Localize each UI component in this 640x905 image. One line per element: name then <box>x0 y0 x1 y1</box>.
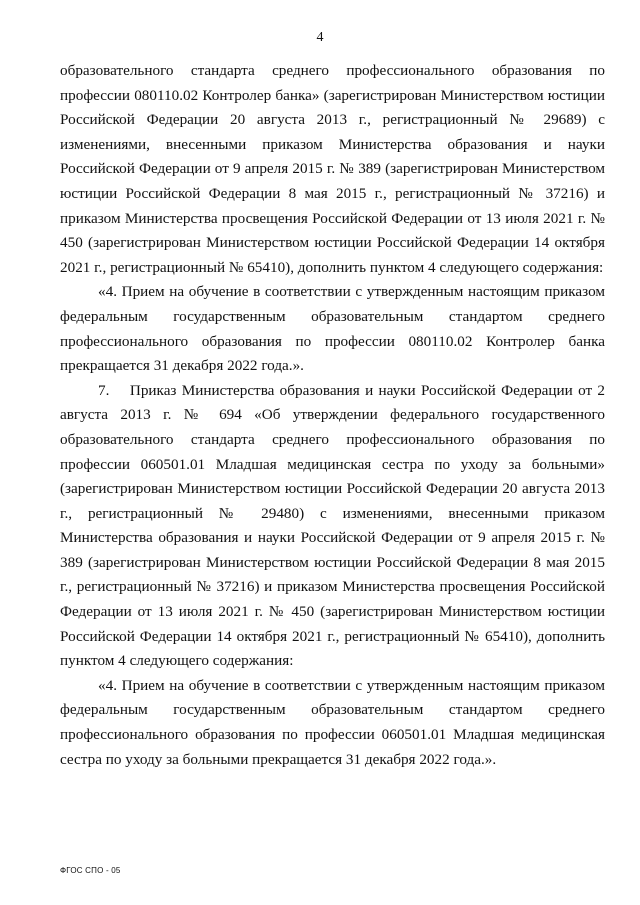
paragraph-continuation: образовательного стандарта среднего профессионального образования по профессии 080110.02 Контролер банка» (зарегистрирован Министерством юстиции Российской Федерации 20 августа 2013 г., регистрационный № 29689) с изменениями, внесенными приказом Министерства образования и науки Российской Федерации от 9 апреля 2015 г. № 389 (зарегистрирован Министерством юстиции Российской Федерации 8 мая 2015 г., регистрационный № 37216) и приказом Министерства просвещения Российской Федерации от 13 июля 2021 г. № 450 (зарегистрирован Министерством юстиции Российской Федерации 14 октября 2021 г., регистрационный № 65410), дополнить пунктом 4 следующего содержания: <box>60 62 605 276</box>
paragraph-quote-item-4-nurse: «4. Прием на обучение в соответствии с утвержденным настоящим приказом федеральным государственным образовательным стандартом среднего профессионального образования по профессии 060501.01 Младшая медицинская сестра по уходу за больными прекращается 31 декабря 2022 года.». <box>60 676 605 768</box>
paragraph-quote-item-4-bank: «4. Прием на обучение в соответствии с утвержденным настоящим приказом федеральным государственным образовательным стандартом среднего профессионального образования по профессии 080110.02 Контролер банка прекращается 31 декабря 2022 года.». <box>60 283 605 375</box>
footer-code: ФГОС СПО - 05 <box>60 866 121 875</box>
paragraph-item-7: 7. Приказ Министерства образования и науки Российской Федерации от 2 августа 2013 г. № 694 «Об утверждении федерального государственного образовательного стандарта среднего профессионального образования по профессии 060501.01 Младшая медицинская сестра по уходу за больными» (зарегистрирован Министерством юстиции Российской Федерации 20 августа 2013 г., регистрационный № 29480) с изменениями, внесенными приказом Министерства образования и науки Российской Федерации от 9 апреля 2015 г. № 389 (зарегистрирован Министерством юстиции Российской Федерации 8 мая 2015 г., регистрационный № 37216) и приказом Министерства просвещения Российской Федерации от 13 июля 2021 г. № 450 (зарегистрирован Министерством юстиции Российской Федерации 14 октября 2021 г., регистрационный № 65410), дополнить пунктом 4 следующего содержания: <box>60 381 605 670</box>
document-body <box>60 59 605 772</box>
page-number: 4 <box>316 30 324 45</box>
